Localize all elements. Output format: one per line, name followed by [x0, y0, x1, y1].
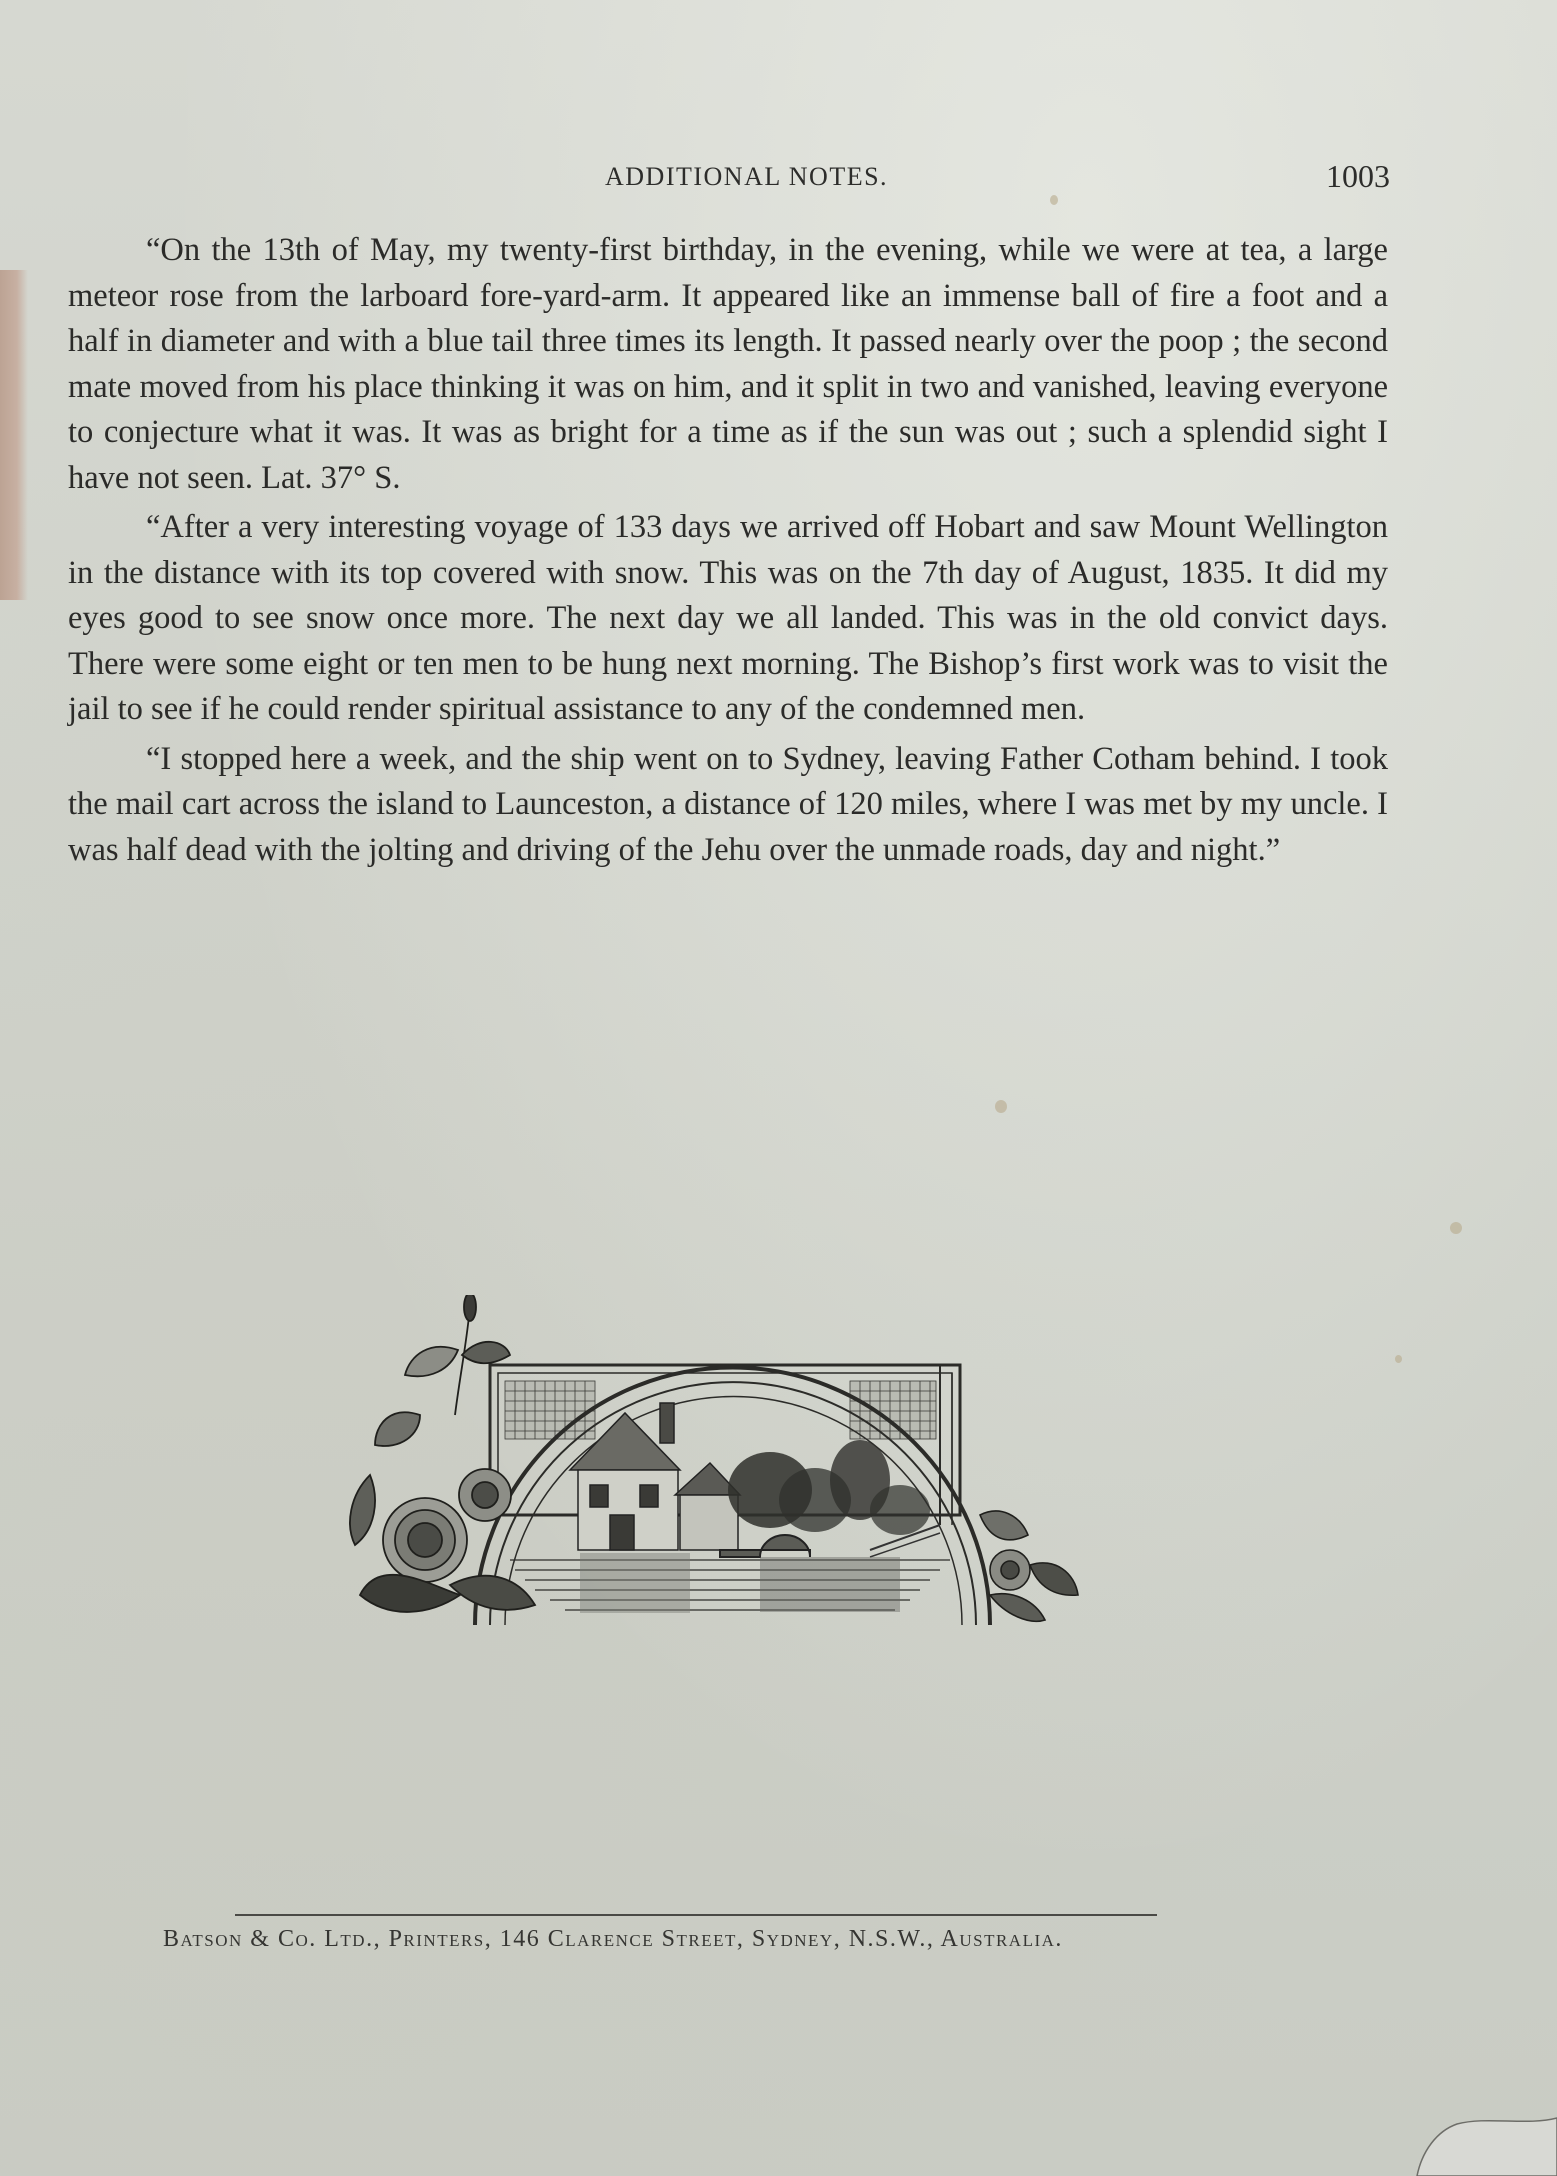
paragraph-launceston: “I stopped here a week, and the ship went on to Sydney, leaving Father Cotham behind. I took the mail cart across the island to Launceston, a distance of 120 miles, where I was met by my uncle. I was half dead with the jolting and driving of the Jehu over the unmade roads, day and night.” — [68, 740, 1388, 868]
corner-tear — [1407, 2096, 1557, 2176]
vignette-flowers-right — [980, 1511, 1078, 1621]
running-header — [70, 158, 1390, 198]
body-text — [68, 228, 1388, 877]
paragraph-hobart: “After a very interesting voyage of 133 days we arrived off Hobart and saw Mount Wellington in the distance with its top covered with snow. This was on the 7th day of August, 1835. It did my eyes good to see snow once more. The next day we all landed. This was in the old convict days. There were some eight or ten men to be hung next morning. The Bishop’s first work was to visit the jail to see if he could render spiritual assistance to any of the condemned men. — [68, 509, 1388, 727]
paper-speck — [1450, 1222, 1462, 1234]
paper-speck — [1395, 1355, 1402, 1363]
edge-stain — [0, 270, 28, 600]
decorative-vignette — [340, 1295, 1080, 1635]
vignette-trees — [728, 1440, 930, 1535]
paper-speck — [1050, 195, 1058, 205]
paragraph-meteor: “On the 13th of May, my twenty-first birthday, in the evening, while we were at tea, a large meteor rose from the larboard fore-yard-arm. It appeared like an immense ball of fire a foot and a half in diameter and with a blue tail three times its length. It passed nearly over the poop ; the second mate moved from his place thinking it was on him, and it split in two and vanished, leaving everyone to conjecture what it was. It was as bright for a time as if the sun was out ; such a splendid sight I have not seen. Lat. 37° S. — [68, 232, 1388, 496]
vignette-flowers-left — [350, 1295, 535, 1612]
running-title: ADDITIONAL NOTES. — [605, 162, 889, 191]
footer-rule — [235, 1914, 1157, 1916]
page-number: 1003 — [1326, 158, 1390, 194]
vignette-water — [510, 1553, 950, 1613]
printer-imprint: Batson & Co. Ltd., Printers, 146 Clarence Street, Sydney, N.S.W., Australia. — [163, 1926, 1063, 1952]
paper-speck — [995, 1100, 1007, 1113]
